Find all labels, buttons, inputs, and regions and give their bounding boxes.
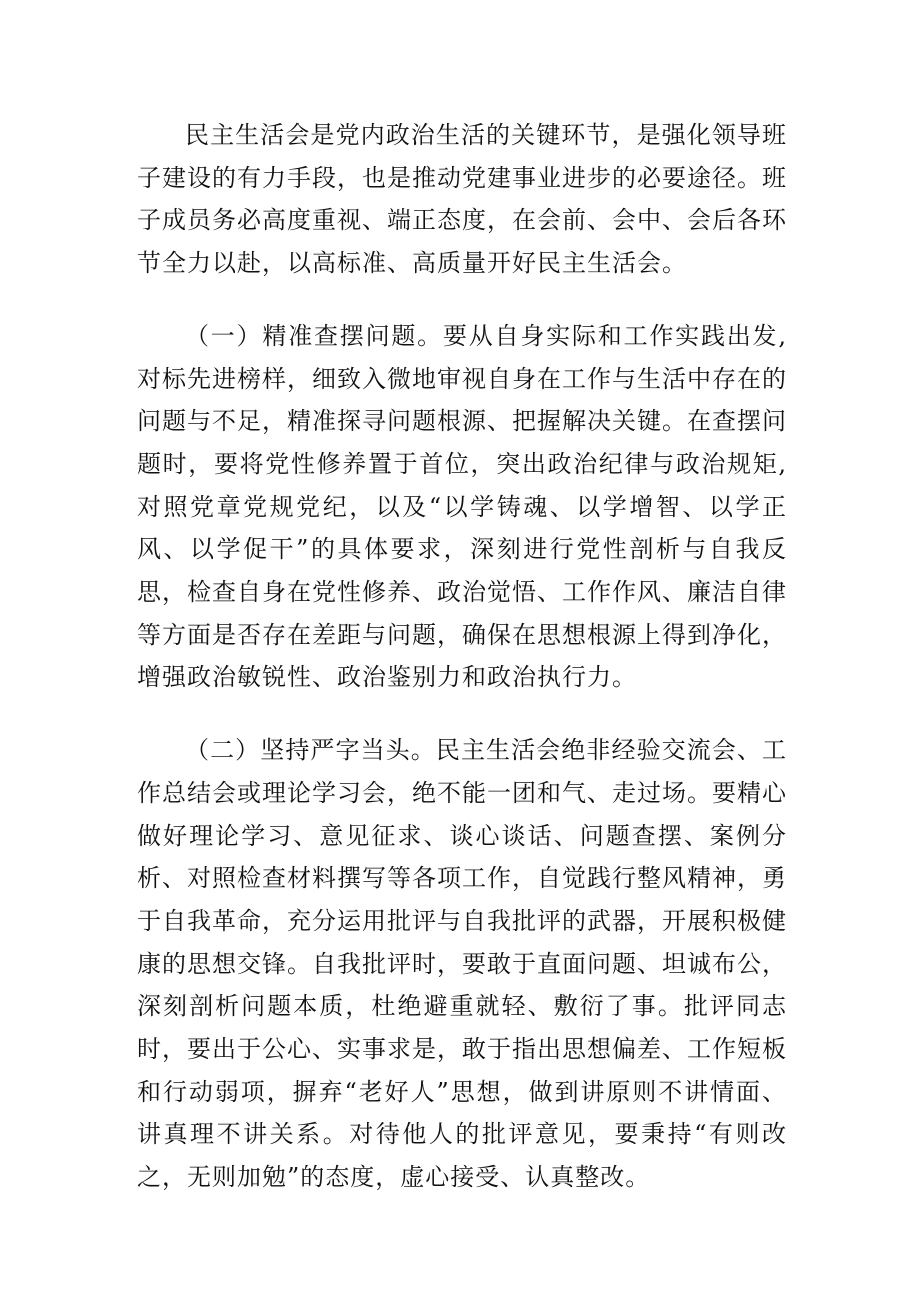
- paragraph-section-2: （二）坚持严字当头。民主生活会绝非经验交流会、工作总结会或理论学习会，绝不能一团和气、走过场。要精心做好理论学习、意见征求、谈心谈话、问题查摆、案例分析、对照检查材料撰写等各项工作，自觉践行整风精神，勇于自我革命，充分运用批评与自我批评的武器，开展积极健康的思想交锋。自我批评时，要敢于直面问题、坦诚布公，深刻剖析问题本质，杜绝避重就轻、敷衍了事。批评同志时，要出于公心、实事求是，敢于指出思想偏差、工作短板和行动弱项，摒弃“老好人”思想，做到讲原则不讲情面、讲真理不讲关系。对待他人的批评意见，要秉持“有则改之，无则加勉”的态度，虚心接受、认真整改。: [137, 736, 787, 1192]
- paragraph-spacer: [137, 285, 787, 315]
- paragraph-intro: 民主生活会是党内政治生活的关键环节，是强化领导班子建设的有力手段，也是推动党建事业进步的必要途径。班子成员务必高度重视、端正态度，在会前、会中、会后各环节全力以赴，以高标准、高质量开好民主生活会。: [137, 121, 787, 278]
- paragraph-section-1: （一）精准查摆问题。要从自身实际和工作实践出发,对标先进榜样，细致入微地审视自身在工作与生活中存在的问题与不足，精准探寻问题根源、把握解决关键。在查摆问题时，要将党性修养置于首位，突出政治纪律与政治规矩,对照党章党规党纪，以及“以学铸魂、以学增智、以学正风、以学促干”的具体要求，深刻进行党性剖析与自我反思，检查自身在党性修养、政治觉悟、工作作风、廉洁自律等方面是否存在差距与问题，确保在思想根源上得到净化，增强政治敏锐性、政治鉴别力和政治执行力。: [137, 321, 787, 692]
- paragraph-spacer: [137, 699, 787, 729]
- document-body: [137, 114, 787, 1199]
